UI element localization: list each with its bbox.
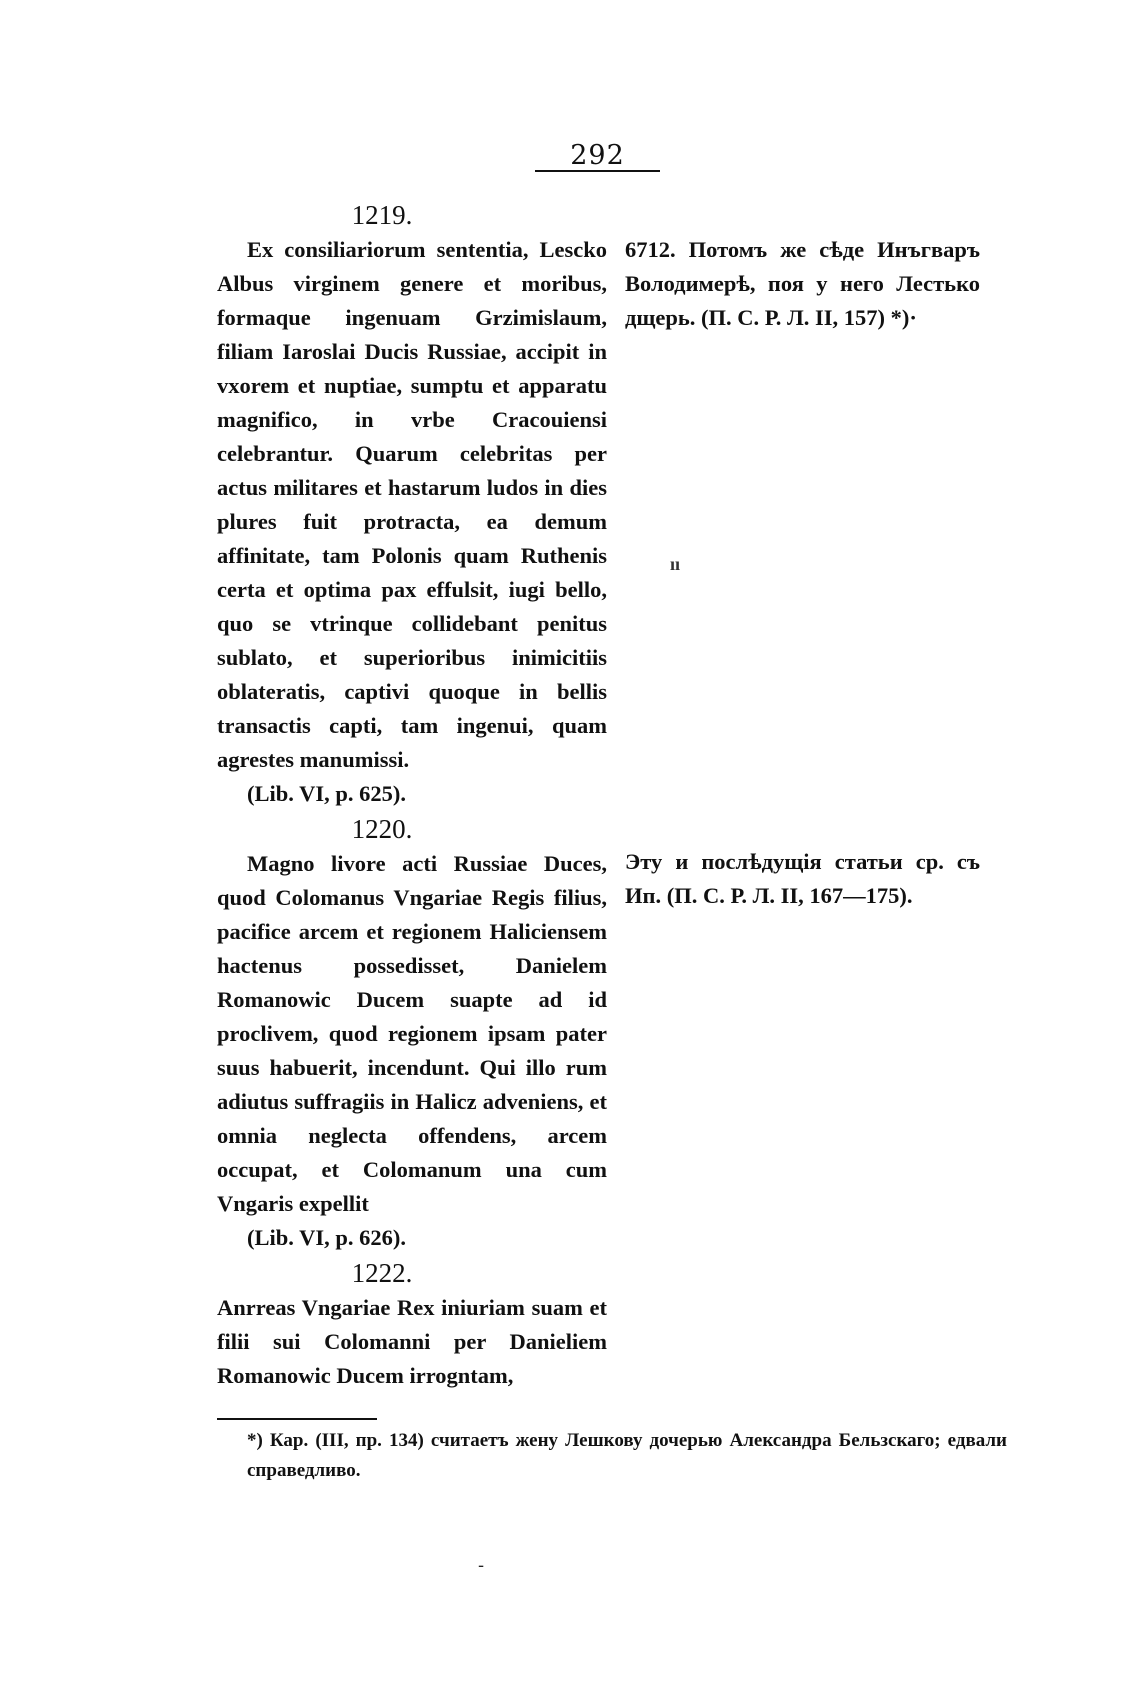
chronicle-note-6712: 6712. Потомъ же сѣде Инъгваръ Володимерѣ, поя у него Лестько дщерь. (П. С. Р. Л. II, 157) *)· — [625, 237, 980, 330]
footnote: *) Кар. (III, пр. 134) считаетъ жену Лешкову дочерью Александра Бельзскаго; едвали справедливо. — [247, 1430, 1007, 1481]
footnote-rule — [217, 1418, 377, 1420]
chronicle-note-cross-reference: Эту и послѣдущія статьи ср. съ Ип. (П. С. Р. Л. II, 167—175). — [625, 849, 980, 908]
latin-column — [217, 195, 607, 1393]
entry-text-1220: Magno livore acti Russiae Duces, quod Colomanus Vngariae Regis filius, pacifice arcem et regionem Haliciensem hactenus possedisset, Danielem Romanowic Ducem suapte ad id proclivem, quod regionem ipsam pater suus habuerit, incendunt. Qui illo rum adiutus suffragiis in Halicz adveniens, et omnia neglecta offendens, arcem occupat, et Colomanum una cum Vngaris expellit — [217, 851, 607, 1216]
entry-text-1219: Ex consiliariorum sententia, Lescko Albus virginem genere et moribus, formaque ingenuam Grzimislaum, filiam Iaroslai Ducis Russiae, accipit in vxorem et nuptiae, sumptu et apparatu magnifico, in vrbe Cracouiensi celebrantur. Quarum celebritas per actus militares et hastarum ludos in dies plures fuit protracta, ea demum affinitate, tam Polonis quam Ruthenis certa et optima pax effulsit, iugi bello, quo se vtrinque collidebant penitus sublato, et superioribus inimicitiis oblateratis, captivi quoque in bellis transactis capti, tam ingenui, quam agrestes manumissi. — [217, 237, 607, 772]
stray-mark: ıı — [670, 554, 681, 574]
entry-text-1222: Anrreas Vngariae Rex iniuriam suam et filii sui Colomanni per Danieliem Romanowic Ducem irrogntam, — [217, 1295, 607, 1388]
entry-ref-1219: (Lib. VI, p. 625). — [247, 781, 406, 806]
bottom-dash-mark: - — [478, 1555, 485, 1576]
header-rule — [535, 170, 660, 172]
page-number: 292 — [570, 140, 625, 171]
year-heading-1220: 1220. — [351, 814, 413, 844]
year-heading-1219: 1219. — [351, 200, 413, 230]
entry-ref-1220: (Lib. VI, p. 626). — [247, 1225, 406, 1250]
year-heading-1222: 1222. — [351, 1258, 413, 1288]
